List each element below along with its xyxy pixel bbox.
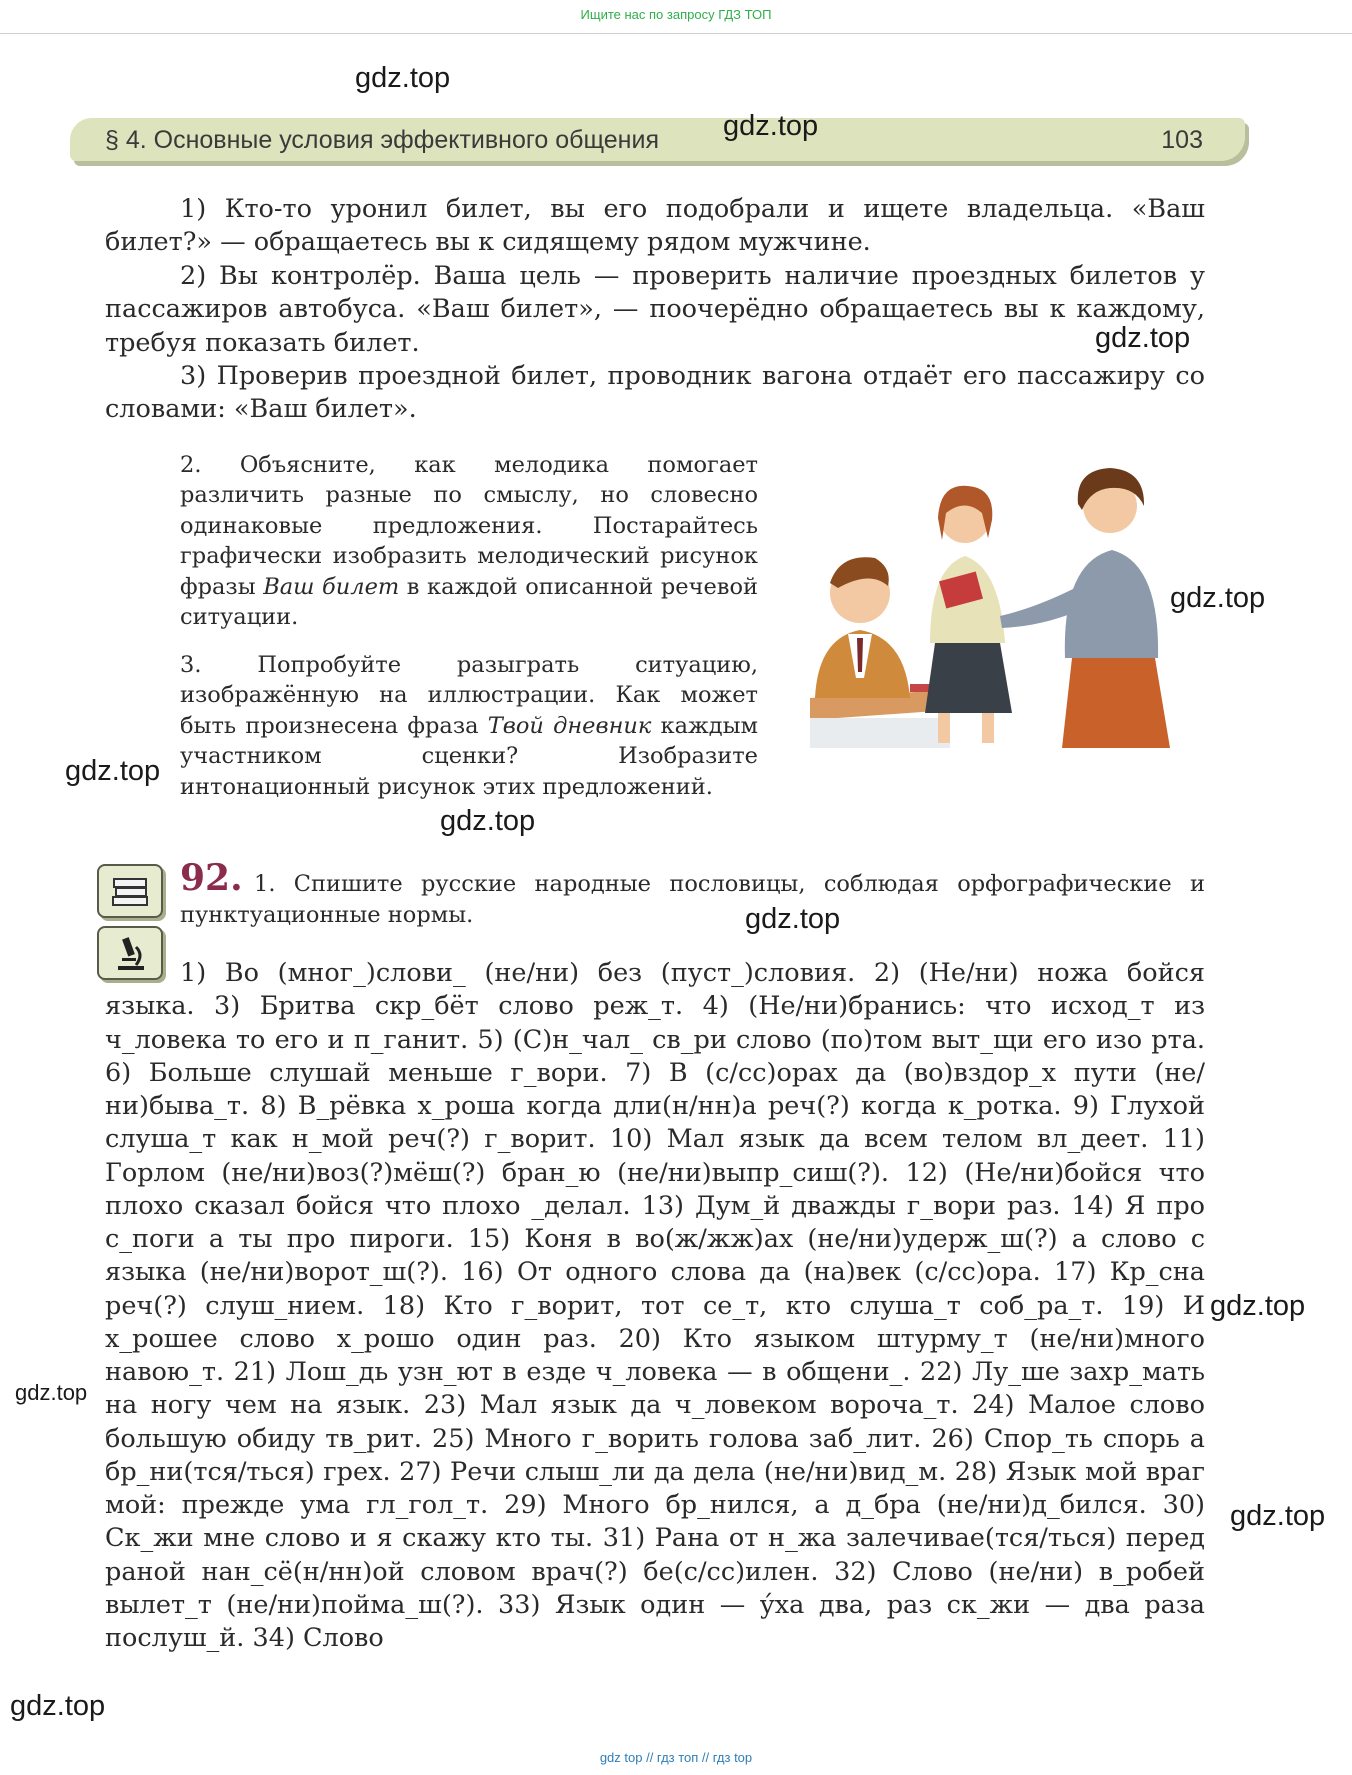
situation-2: 2) Вы контролёр. Ваша цель — проверить наличие проездных билетов у пассажиров автобуса. «Ваш билет», — поочерёдно обращаетесь вы к каждому, требуя показать билет.: [105, 260, 1205, 358]
task-3-text: 3. Попробуйте разыграть ситуацию, изображённую на иллюстрации. Как может быть произнесена фраза: [180, 652, 758, 739]
watermark: gdz.top: [440, 805, 536, 837]
page-number: 103: [1161, 126, 1203, 154]
watermark: gdz.top: [65, 755, 161, 787]
watermark: gdz.top: [723, 110, 819, 142]
watermark: gdz.top: [10, 1690, 106, 1722]
books-icon: [97, 864, 163, 918]
task-2-text: 2. Объясните, как мелодика помогает различить разные по смыслу, но словесно одинаковые предложения. Постарайтесь графически изобразить мелодический рисунок фразы: [180, 452, 758, 600]
top-banner: [0, 0, 1352, 34]
task-3-italic: Твой дневник: [487, 712, 652, 739]
footer-links: gdz top // гдз топ // гдз top: [599, 1750, 753, 1765]
situations-block: [105, 193, 1205, 427]
watermark: gdz.top: [1210, 1290, 1306, 1322]
task-3-text-end: каждым участником сценки? Изобразите интонационный рисунок этих предложений.: [180, 712, 758, 800]
task-3: [180, 650, 758, 802]
watermark: gdz.top: [355, 62, 451, 94]
proverbs-text: 1) Во (мног_)слови_ (не/ни) без (пуст_)словия. 2) (Не/ни) ножа бойся языка. 3) Бритва скр_бёт слово реж_т. 4) (Не/ни)бранись: что исход_т из ч_ловека то его и п_ганит. 5) (С)н_чал_ св_ри слово (по)том выт_щи его изо рта. 6) Больше слушай меньше г_вори. 7) В (с/сс)орах да (во)вздор_х пути (не/ни)быва_т. 8) В_рёвка х_роша когда дли(н/нн)а реч(?) когда к_ротка. 9) Глухой слуша_т как н_мой реч(?) г_ворит. 10) Мал язык да всем телом вл_деет. 11) Горлом (не/ни)воз(?)мёш(?) бран_ю (не/ни)выпр_сиш(?). 12) (Не/ни)бойся что плохо сказал бойся что плохо _делал. 13) Дум_й дважды г_вори раз. 14) Я про с_поги а ты про пироги. 15) Коня в во(ж/жж)ах (не/ни)удерж_ш(?) а слово с языка (не/ни)ворот_ш(?). 16) От одного слова да (на)век (с/сс)ора. 17) Кр_сна реч(?) слуш_нием. 18) Кто г_ворит, тот се_т, кто слуша_т соб_ра_т. 19) И х_рошее слово х_рошо один раз. 20) Кто языком штурму_т (не/ни)много навою_т. 21) Лош_дь узн_ют в езде ч_ловека — в общени_. 22) Лу_ше захр_мать на ногу чем на язык. 23) Мал язык да ч_ловеком вороча_т. 24) Малое слово большую обиду тв_рит. 25) Много г_ворить голова заб_лит. 26) Спор_ть спорь а бр_ни(тся/ться) грех. 27) Речи слыш_ли да дела (не/ни)вид_м. 28) Язык мой враг мой: прежде ума гл_гол_т. 29) Много бр_нился, а д_бра (не/ни)д_бился. 30) Ск_жи мне слово и я скажу кто ты. 31) Рана от н_жа залечивае(тся/ться) перед раной нан_сё(н/нн)ой словом врач(?) бе(с/сс)илен. 32) Слово (не/ни) в_робей вылет_т (не/ни)пойма_ш(?). 33) Язык один — у́ха два, раз ск_жи — два раза послуш_й. 34) Слово: [105, 958, 1205, 1653]
task-2: [180, 450, 758, 632]
situation-1: 1) Кто-то уронил билет, вы его подобрали и ищете владельца. «Ваш билет?» — обращаетесь вы к сидящему рядом мужчине.: [105, 194, 1205, 258]
watermark: gdz.top: [745, 903, 841, 935]
section-title: § 4. Основные условия эффективного общения: [105, 126, 659, 154]
top-banner-text: Ищите нас по запросу ГДЗ ТОП: [580, 7, 772, 22]
exercise-number: 92.: [180, 857, 243, 899]
watermark: gdz.top: [1230, 1500, 1326, 1532]
classroom-illustration: [800, 458, 1205, 753]
watermark: gdz.top: [1095, 322, 1191, 354]
task-2-italic: Ваш билет: [263, 573, 400, 600]
exercise-instruction: 1. Спишите русские народные пословицы, соблюдая орфографические и пунктуационные нормы.: [180, 871, 1205, 928]
watermark: gdz.top: [1170, 582, 1266, 614]
task-2-text-end: в каждой описанной речевой ситуации.: [180, 573, 758, 631]
situation-3: 3) Проверив проездной билет, проводник вагона отдаёт его пассажиру со словами: «Ваш билет».: [105, 361, 1205, 425]
watermark: gdz.top: [15, 1380, 88, 1405]
section-header: [70, 118, 1245, 161]
